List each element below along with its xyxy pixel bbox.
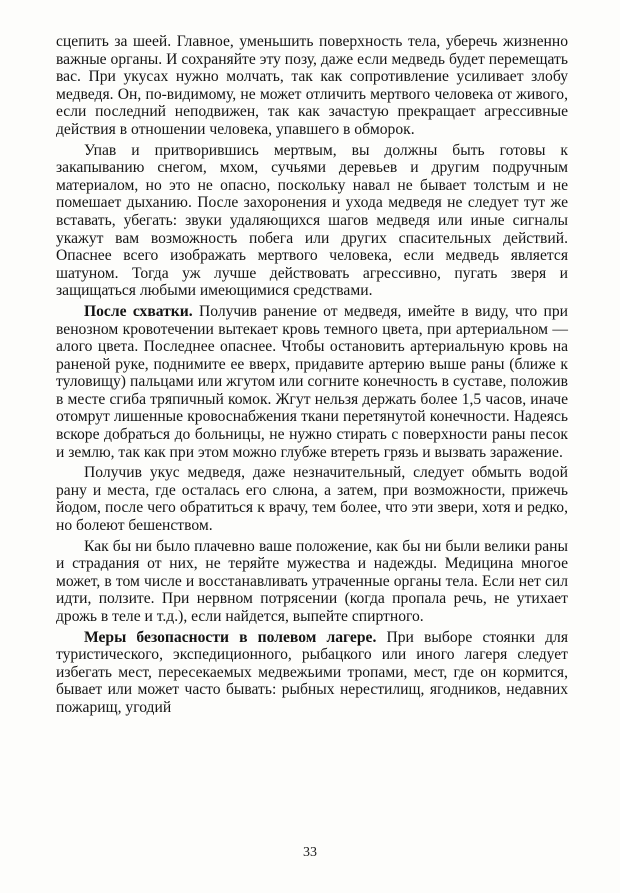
page-number: 33	[303, 845, 317, 860]
page-text	[56, 33, 568, 717]
paragraph	[56, 629, 568, 717]
section-heading: После схватки.	[84, 302, 193, 320]
paragraph	[56, 303, 568, 461]
paragraph-text: Получив ранение от медведя, имейте в виду, что при венозном кровотечении вытекает кровь темного цвета, при артериальном — алого цвета. Последнее опаснее. Чтобы остановить артериальную кровь на раненой руке, поднимите ее вверх, придавите артерию выше раны (ближе к туловищу) пальцами или жгутом или согните конечность в суставе, положив в месте сгиба тряпичный комок. Жгут нельзя держать более 1,5 часов, иначе отомрут лишенные кровоснабжения ткани перетянутой конечности. Надеясь вскоре добраться до больницы, не нужно стирать с поверхности раны песок и землю, так как при этом можно глубже втереть грязь и вызвать заражение.	[56, 302, 568, 461]
paragraph-text: Как бы ни было плачевно ваше положение, как бы ни были велики раны и страдания от них, не теряйте мужества и надежды. Медицина многое может, в том числе и восстанавливать утраченные органы тела. Если нет сил идти, ползите. При нервном потрясении (когда пропала речь, не утихает дрожь в теле и т.д.), если найдется, выпейте спиртного.	[56, 537, 568, 625]
section-heading: Меры безопасности в полевом лагере.	[84, 628, 377, 646]
paragraph	[56, 142, 568, 300]
paragraph	[56, 538, 568, 626]
paragraph	[56, 464, 568, 534]
paragraph-text: При выборе стоянки для туристического, экспедиционного, рыбацкого или иного лагеря следует избегать мест, пересекаемых медвежьими тропами, мест, где он кормится, бывает или может часто бывать: рыбных нерестилищ, ягодников, недавних пожарищ, угодий	[56, 628, 568, 716]
paragraph-text: сцепить за шеей. Главное, уменьшить поверхность тела, уберечь жизненно важные органы. И сохраняйте эту позу, даже если медведь будет перемещать вас. При укусах нужно молчать, так как сопротивление усиливает злобу медведя. Он, по-видимому, не может отличить мертвого человека от живого, если последний неподвижен, так как зачастую прекращает агрессивные действия в отношении человека, упавшего в обморок.	[56, 33, 568, 138]
paragraph-text: Получив укус медведя, даже незначительный, следует обмыть водой рану и места, где осталась его слюна, а затем, при возможности, прижечь йодом, после чего обратиться к врачу, тем более, что эти звери, хотя и редко, но болеют бешенством.	[56, 464, 568, 535]
paragraph	[56, 33, 568, 139]
paragraph-text: Упав и притворившись мертвым, вы должны быть готовы к закапыванию снегом, мхом, сучьями деревьев и другим подручным материалом, но это не опасно, поскольку навал не бывает толстым и не помешает дыханию. После захоронения и ухода медведя не следует тут же вставать, убегать: звуки удаляющихся шагов медведя или иные сигналы укажут вам возможность побега или других спасительных действий. Опаснее всего изображать мертвого человека, если медведь является шатуном. Тогда уж лучше действовать агрессивно, пугать зверя и защищаться любыми имеющимися средствами.	[56, 141, 568, 300]
